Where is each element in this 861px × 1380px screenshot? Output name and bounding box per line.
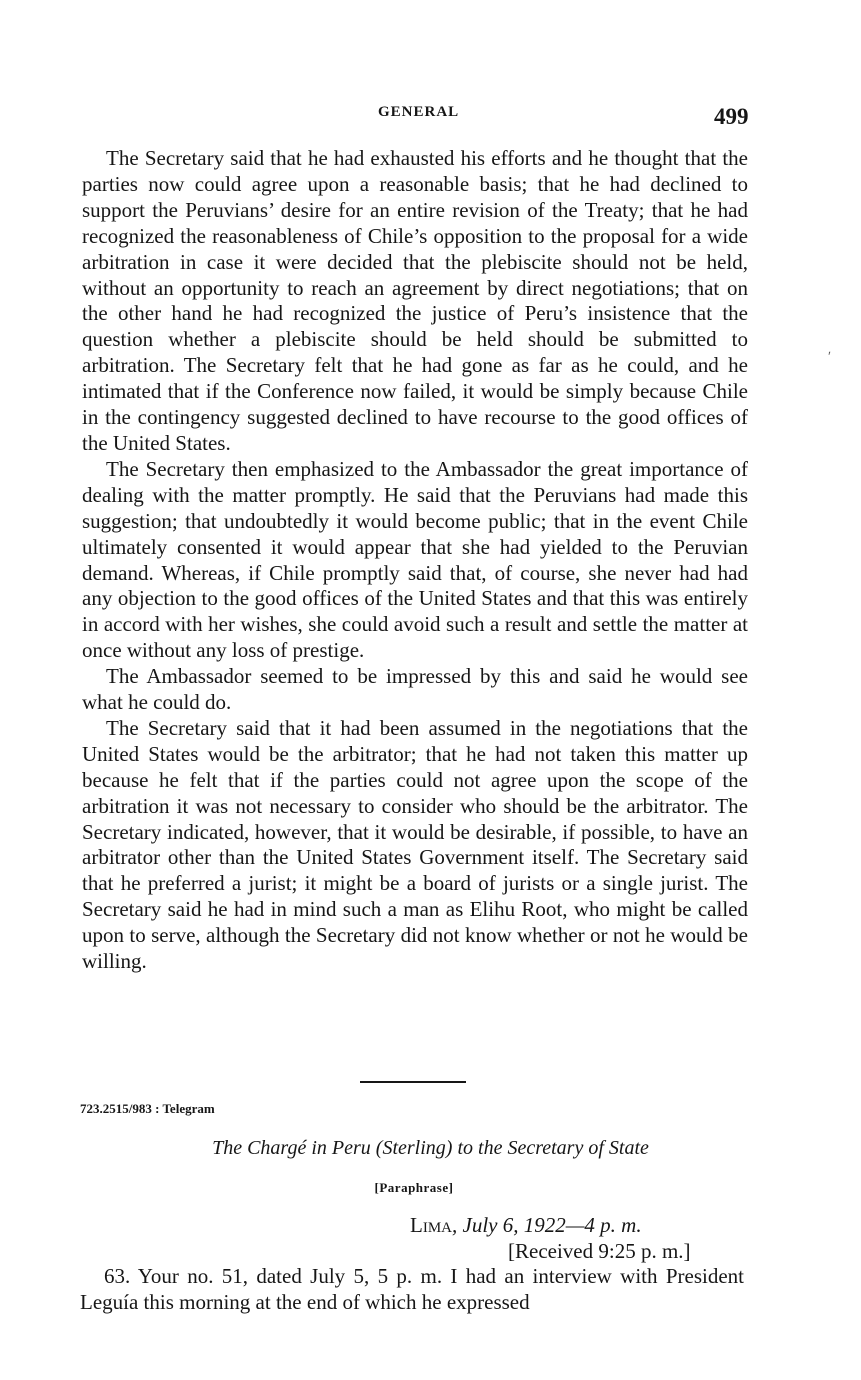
running-head: GENERAL	[378, 104, 460, 120]
body-text	[82, 146, 748, 975]
dateline-date: , July 6, 1922—4 p. m.	[452, 1213, 642, 1237]
title-prefix: The Chargé in Peru (	[212, 1137, 383, 1159]
section-divider	[360, 1081, 466, 1083]
document-title	[0, 1137, 861, 1160]
paraphrase-label: [Paraphrase]	[374, 1180, 454, 1195]
paragraph: The Ambassador seemed to be impressed by this and said he would see what he could do.	[82, 664, 748, 715]
dateline	[410, 1213, 642, 1238]
paragraph: The Secretary then emphasized to the Ambassador the great importance of dealing with the matter promptly. He said that the Peruvians had made this suggestion; that undoubtedly it would become public; that in the event Chile ultimately consented it would appear that she had yielded to the Peruvian demand. Whereas, if Chile promptly said that, of course, she never had had any objection to the good offices of the United States and that this was entirely in accord with her wishes, she could avoid such a result and settle the matter at once without any loss of prestige.	[82, 456, 748, 663]
telegram-text	[80, 1264, 744, 1316]
page-number: 499	[714, 104, 749, 129]
paragraph: 63. Your no. 51, dated July 5, 5 p. m. I had an interview with President Leguía this morning at the end of which he expressed	[80, 1264, 744, 1314]
margin-mark: ʹ	[828, 350, 832, 365]
file-reference: 723.2515/983 : Telegram	[80, 1101, 215, 1116]
title-name: Sterling	[382, 1137, 446, 1159]
received-note: [Received 9:25 p. m.]	[508, 1239, 691, 1263]
title-suffix: ) to the Secretary of State	[445, 1137, 649, 1159]
dateline-place: Lima	[410, 1213, 452, 1237]
paragraph: The Secretary said that he had exhausted his efforts and he thought that the parties now could agree upon a reasonable basis; that he had declined to support the Peruvians’ desire for an entire revision of the Treaty; that he had recognized the reasonableness of Chile’s opposition to the proposal for a wide arbitration in case it were decided that the plebiscite should not be held, without an opportunity to reach an agreement by direct negotiations; that on the other hand he had recognized the justice of Peru’s insistence that the question whether a plebiscite should be held should be submitted to arbitration. The Secretary felt that he had gone as far as he could, and he intimated that if the Conference now failed, it would be simply because Chile in the contingency suggested declined to have recourse to the good offices of the United States.	[82, 146, 748, 455]
paragraph: The Secretary said that it had been assumed in the negotiations that the United States would be the arbitrator; that he had not taken this matter up because he felt that if the parties could not agree upon the scope of the arbitration it was not necessary to consider who should be the arbitrator. The Secretary indicated, however, that it would be desirable, if possible, to have an arbitrator other than the United States Government itself. The Secretary said that he preferred a jurist; it might be a board of jurists or a single jurist. The Secretary said he had in mind such a man as Elihu Root, who might be called upon to serve, although the Secretary did not know whether or not he would be willing.	[82, 715, 748, 974]
